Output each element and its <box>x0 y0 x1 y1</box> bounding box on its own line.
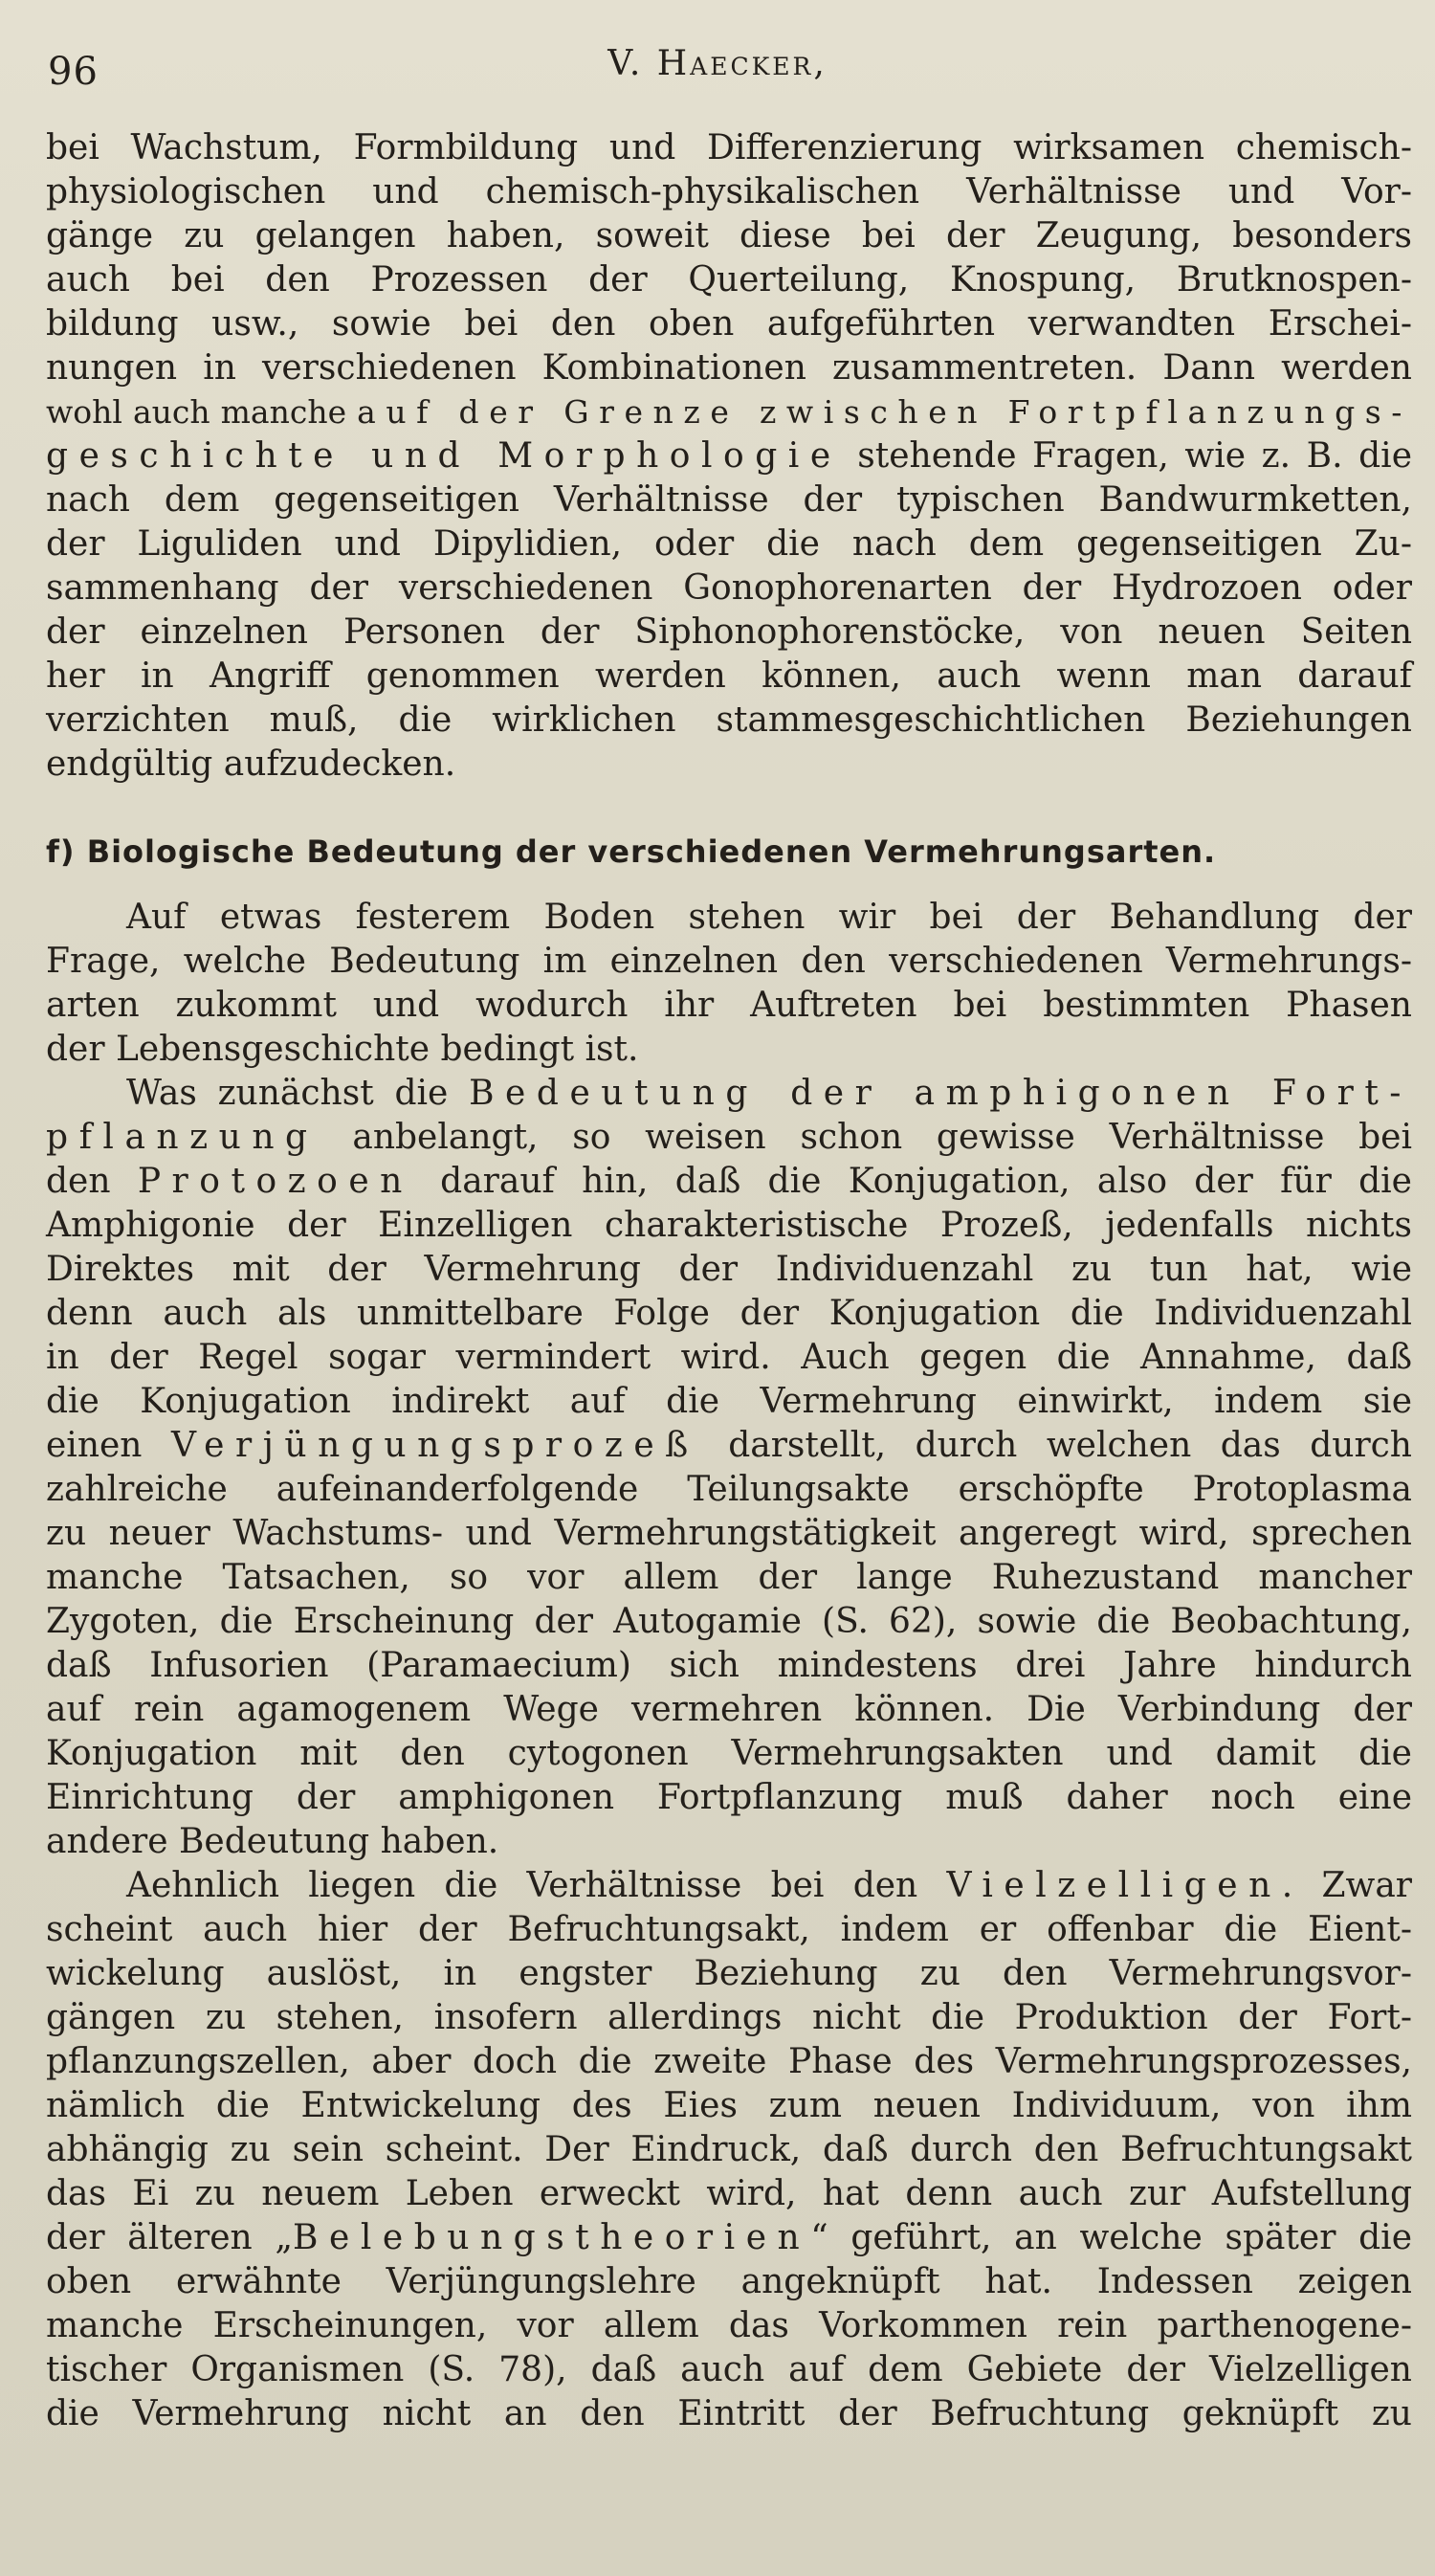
text-line: Auf etwas festerem Boden stehen wir bei der Behandlung der <box>126 898 1412 937</box>
spacer <box>46 787 1412 827</box>
text-line: zu neuer Wachstums- und Vermehrungstätigkeit angeregt wird, sprechen <box>46 1514 1412 1553</box>
text-segment: darstellt, durch welchen das durch <box>698 1426 1412 1465</box>
text-segment: anbelangt, so weisen schon gewisse Verhältnisse bei <box>318 1118 1412 1157</box>
text-line: sammenhang der verschiedenen Gonophorenarten der Hydrozoen oder <box>46 568 1412 608</box>
emphasized-text: Protozoen <box>137 1162 413 1201</box>
text-segment: . Zwar <box>1281 1866 1412 1905</box>
page-header <box>0 38 1435 96</box>
section-heading: f) Biologische Bedeutung der verschiedenen Vermehrungsarten. <box>46 833 1217 870</box>
running-head: V. Haecker, <box>607 44 828 83</box>
text-segment: der älteren „ <box>46 2218 294 2257</box>
text-line: Amphigonie der Einzelligen charakteristische Prozeß, jedenfalls nichts <box>46 1206 1412 1245</box>
paragraph-3 <box>46 1072 1412 1864</box>
page-body <box>46 126 1412 2436</box>
text-line: zahlreiche aufeinanderfolgende Teilungsakte erschöpfte Protoplasma <box>46 1470 1412 1509</box>
emphasized-text: Verjüngungsprozeß <box>170 1426 699 1465</box>
text-segment: wohl auch manche <box>46 393 358 431</box>
text-segment: “ geführt, an welche später die <box>810 2218 1412 2257</box>
text-line: gänge zu gelangen haben, soweit diese bei der Zeugung, besonders <box>46 216 1412 255</box>
text-line: die Konjugation indirekt auf die Vermehrung einwirkt, indem sie <box>46 1382 1412 1421</box>
text-line: auch bei den Prozessen der Querteilung, Knospung, Brutknospen- <box>46 260 1412 300</box>
text-line: manche Erscheinungen, vor allem das Vorkommen rein parthenogene- <box>46 2306 1412 2345</box>
paragraph-1 <box>46 126 1412 787</box>
text-line <box>46 1160 1412 1204</box>
text-line <box>46 1424 1412 1468</box>
text-line: tischer Organismen (S. 78), daß auch auf dem Gebiete der Vielzelligen <box>46 2350 1412 2389</box>
text-line <box>46 1864 1412 1908</box>
text-segment: stehende Fragen, wie z. B. die <box>841 436 1412 476</box>
text-line: nämlich die Entwickelung des Eies zum neuen Individuum, von ihm <box>46 2086 1412 2125</box>
text-line: endgültig aufzudecken. <box>46 744 456 784</box>
text-line <box>46 2216 1412 2260</box>
text-line: Einrichtung der amphigonen Fortpflanzung muß daher noch eine <box>46 1778 1412 1817</box>
text-line: verzichten muß, die wirklichen stammesgeschichtlichen Beziehungen <box>46 700 1412 740</box>
text-segment: den <box>46 1162 138 1201</box>
page-number: 96 <box>48 50 99 94</box>
text-segment: darauf hin, daß die Konjugation, also der für die <box>412 1162 1412 1201</box>
emphasized-text: pflanzung <box>46 1118 319 1157</box>
text-line <box>46 434 1412 478</box>
text-line: Zygoten, die Erscheinung der Autogamie (S. 62), sowie die Beobachtung, <box>46 1602 1412 1641</box>
text-line: manche Tatsachen, so vor allem der lange Ruhezustand mancher <box>46 1558 1412 1597</box>
text-line: her in Angriff genommen werden können, auch wenn man darauf <box>46 656 1412 696</box>
text-line: pflanzungszellen, aber doch die zweite Phase des Vermehrungsprozesses, <box>46 2042 1412 2081</box>
text-line: der einzelnen Personen der Siphonophorenstöcke, von neuen Seiten <box>46 612 1412 652</box>
text-line: andere Bedeutung haben. <box>46 1822 499 1861</box>
text-line: der Lebensgeschichte bedingt ist. <box>46 1030 639 1069</box>
text-line: oben erwähnte Verjüngungslehre angeknüpft hat. Indessen zeigen <box>46 2262 1412 2301</box>
text-line: bei Wachstum, Formbildung und Differenzierung wirksamen chemisch- <box>46 128 1412 167</box>
text-line: bildung usw., sowie bei den oben aufgeführten verwandten Erschei- <box>46 304 1412 344</box>
text-line: die Vermehrung nicht an den Eintritt der Befruchtung geknüpft zu <box>46 2394 1412 2433</box>
text-line: der Liguliden und Dipylidien, oder die nach dem gegenseitigen Zu- <box>46 524 1412 564</box>
text-line: daß Infusorien (Paramaecium) sich mindestens drei Jahre hindurch <box>46 1646 1412 1685</box>
emphasized-text: Bedeutung der amphigonen Fort- <box>469 1074 1412 1113</box>
text-line: nungen in verschiedenen Kombinationen zusammentreten. Dann werden <box>46 348 1412 388</box>
text-line: in der Regel sogar vermindert wird. Auch gegen die Annahme, daß <box>46 1338 1412 1377</box>
text-segment: Was zunächst die <box>126 1074 470 1113</box>
text-line: abhängig zu sein scheint. Der Eindruck, daß durch den Befruchtungsakt <box>46 2130 1412 2169</box>
text-line <box>46 1116 1412 1160</box>
text-line: wickelung auslöst, in engster Beziehung zu den Vermehrungsvor- <box>46 1954 1412 1993</box>
emphasized-text: auf der Grenze zwischen Fortpflanzungs- <box>357 393 1412 431</box>
text-line: Direktes mit der Vermehrung der Individuenzahl zu tun hat, wie <box>46 1250 1412 1289</box>
paragraph-4 <box>46 1864 1412 2436</box>
text-line: Frage, welche Bedeutung im einzelnen den verschiedenen Vermehrungs- <box>46 942 1412 981</box>
text-line: Konjugation mit den cytogonen Vermehrungsakten und damit die <box>46 1734 1412 1773</box>
text-line: arten zukommt und wodurch ihr Auftreten bei bestimmten Phasen <box>46 986 1412 1025</box>
text-line: nach dem gegenseitigen Verhältnisse der typischen Bandwurmketten, <box>46 480 1412 520</box>
text-line: denn auch als unmittelbare Folge der Konjugation die Individuenzahl <box>46 1294 1412 1333</box>
text-line <box>46 1072 1412 1116</box>
emphasized-text: Vielzelligen <box>946 1866 1282 1905</box>
text-line: physiologischen und chemisch-physikalischen Verhältnisse und Vor- <box>46 172 1412 211</box>
text-line: auf rein agamogenem Wege vermehren können. Die Verbindung der <box>46 1690 1412 1729</box>
text-line <box>46 390 1412 434</box>
spacer <box>46 877 1412 896</box>
text-line: scheint auch hier der Befruchtungsakt, indem er offenbar die Eient- <box>46 1910 1412 1949</box>
text-segment: einen <box>46 1426 171 1465</box>
text-segment: Aehnlich liegen die Verhältnisse bei den <box>126 1866 947 1905</box>
text-line: das Ei zu neuem Leben erweckt wird, hat denn auch zur Aufstellung <box>46 2174 1412 2213</box>
emphasized-text: geschichte und Morphologie <box>46 436 842 476</box>
paragraph-2 <box>46 896 1412 1072</box>
text-line: gängen zu stehen, insofern allerdings nicht die Produktion der Fort- <box>46 1998 1412 2037</box>
emphasized-text: Belebungstheorien <box>293 2218 811 2257</box>
